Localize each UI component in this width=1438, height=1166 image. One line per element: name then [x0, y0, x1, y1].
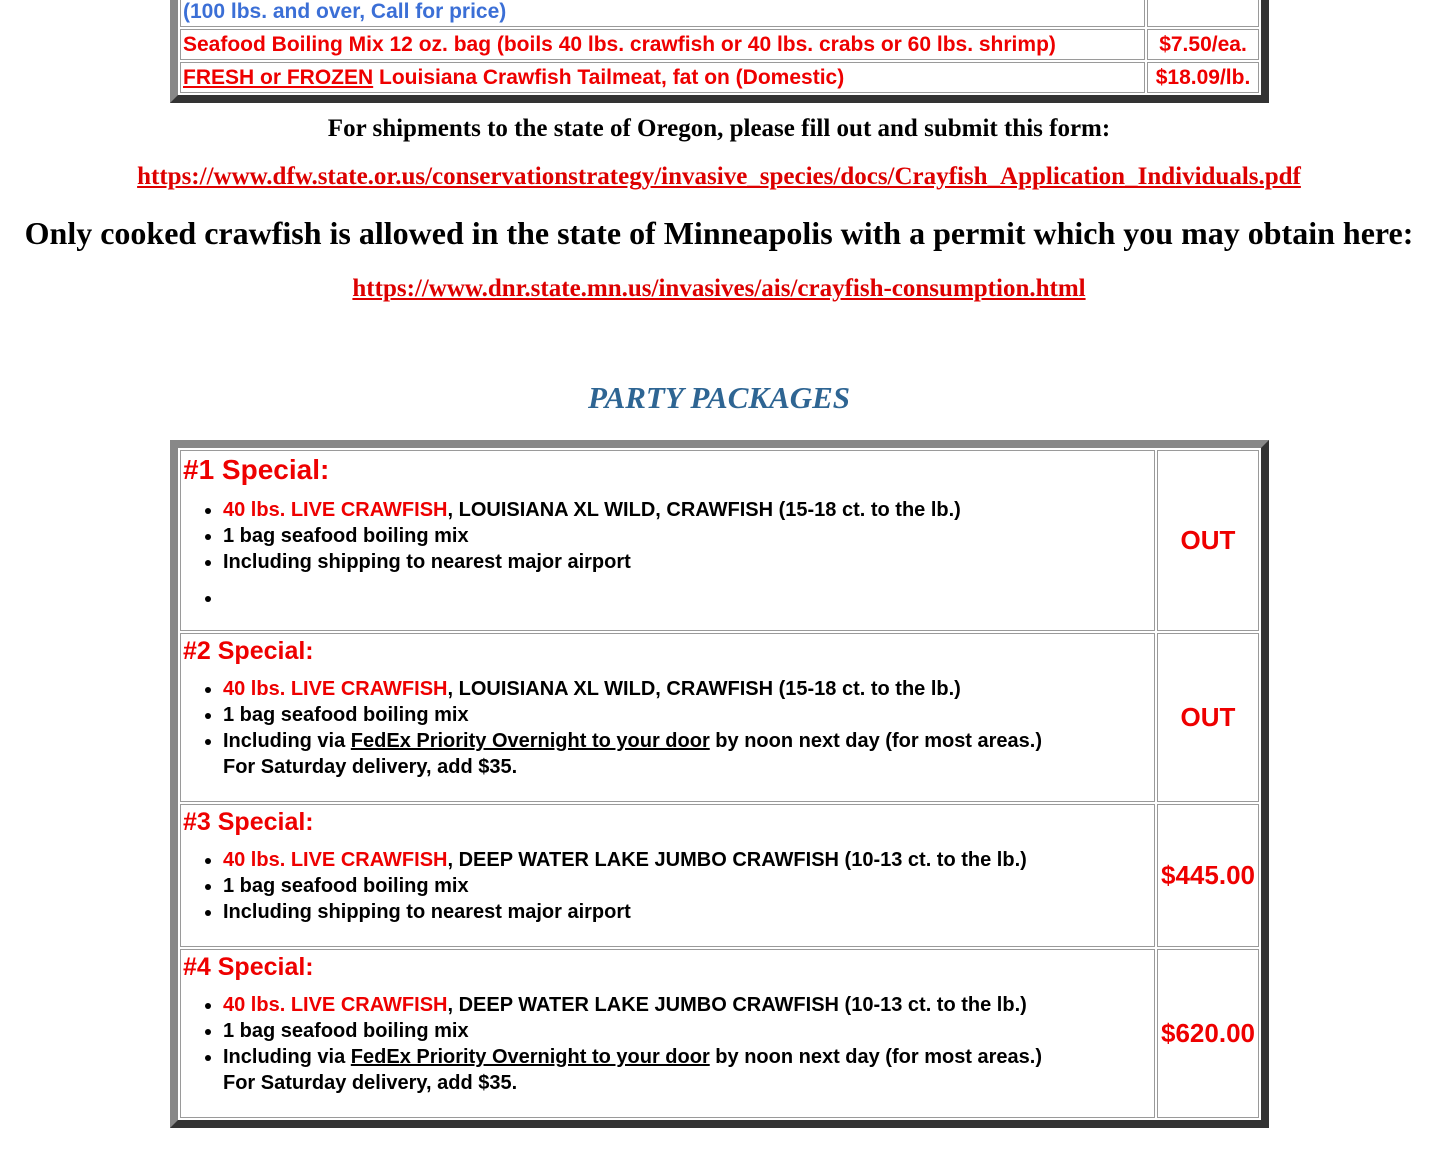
live-crawfish-label: 40 lbs. LIVE CRAWFISH: [223, 678, 448, 700]
list-item: [223, 992, 1063, 1018]
table-row: [180, 29, 1259, 60]
minnesota-permit-link-row: [0, 275, 1438, 303]
table-row: [180, 62, 1259, 93]
oregon-notice: For shipments to the state of Oregon, please fill out and submit this form:: [327, 115, 1111, 142]
crawfish-description: , DEEP WATER LAKE JUMBO CRAWFISH (10-13 ct. to the lb.): [447, 849, 1027, 871]
list-item: [223, 585, 1063, 611]
list-item: • 1 bag seafood boiling mix: [223, 702, 1063, 728]
list-item: • 1 bag seafood boiling mix: [223, 523, 1063, 549]
list-item: • Including shipping to nearest major airport: [223, 899, 1063, 925]
party-packages-title: PARTY PACKAGES: [587, 380, 851, 415]
live-crawfish-label: 40 lbs. LIVE CRAWFISH: [223, 994, 448, 1016]
special-price: $445.00: [1157, 804, 1259, 947]
table-row: [180, 450, 1259, 631]
special-details: [180, 949, 1155, 1118]
oregon-form-link-row: [0, 163, 1438, 191]
price-item-description: Seafood Boiling Mix 12 oz. bag (boils 40 lbs. crawfish or 40 lbs. crabs or 60 lbs. shrimp): [180, 29, 1145, 60]
list-item: • Including shipping to nearest major airport: [223, 549, 1063, 575]
special-items: [183, 497, 1152, 611]
list-item: [223, 728, 1063, 780]
special-price: OUT: [1157, 450, 1259, 631]
list-item: • 1 bag seafood boiling mix: [223, 1018, 1063, 1044]
shipping-suffix: by noon next day (for most areas.) For Saturday delivery, add $35.: [223, 730, 1043, 778]
special-title: #3 Special:: [183, 808, 314, 836]
minnesota-permit-link[interactable]: https://www.dnr.state.mn.us/invasives/ais/crayfish-consumption.html: [352, 275, 1086, 302]
special-price: $620.00: [1157, 949, 1259, 1118]
fresh-or-frozen-link[interactable]: FRESH or FROZEN: [183, 66, 374, 89]
crawfish-description: , DEEP WATER LAKE JUMBO CRAWFISH (10-13 ct. to the lb.): [447, 994, 1027, 1016]
fedex-link[interactable]: FedEx Priority Overnight to your door: [350, 1046, 710, 1068]
shipping-suffix: by noon next day (for most areas.) For Saturday delivery, add $35.: [223, 1046, 1043, 1094]
special-title: #1 Special:: [183, 454, 330, 485]
minnesota-notice: Only cooked crawfish is allowed in the state of Minneapolis with a permit which you may obtain here:: [24, 215, 1414, 251]
list-item: [223, 1044, 1063, 1096]
special-items: [183, 847, 1152, 925]
live-crawfish-label: 40 lbs. LIVE CRAWFISH: [223, 499, 448, 521]
price-table: [170, 0, 1269, 103]
special-items: [183, 992, 1152, 1096]
live-crawfish-label: 40 lbs. LIVE CRAWFISH: [223, 849, 448, 871]
list-item: [223, 676, 1063, 702]
shipping-prefix: Including via: [223, 730, 351, 752]
special-price: OUT: [1157, 633, 1259, 802]
party-packages-table: [170, 440, 1269, 1128]
special-details: [180, 633, 1155, 802]
price-item-value: $18.09/lb.: [1147, 62, 1259, 93]
table-row: [180, 949, 1259, 1118]
oregon-form-link[interactable]: https://www.dfw.state.or.us/conservationstrategy/invasive_species/docs/Crayfish_Application_Individuals.pdf: [137, 163, 1301, 190]
price-item-value: $7.50/ea.: [1147, 29, 1259, 60]
list-item: [223, 497, 1063, 523]
crawfish-description: , LOUISIANA XL WILD, CRAWFISH (15-18 ct. to the lb.): [447, 678, 961, 700]
special-details: [180, 804, 1155, 947]
shipping-prefix: Including via: [223, 1046, 351, 1068]
special-items: [183, 676, 1152, 780]
table-row: [180, 633, 1259, 802]
price-item-description-rest: Louisiana Crawfish Tailmeat, fat on (Domestic): [373, 66, 845, 89]
special-details: [180, 450, 1155, 631]
list-item: [223, 847, 1063, 873]
special-title: #4 Special:: [183, 953, 314, 981]
table-row: [180, 804, 1259, 947]
special-title: #2 Special:: [183, 637, 314, 665]
crawfish-description: , LOUISIANA XL WILD, CRAWFISH (15-18 ct. to the lb.): [447, 499, 961, 521]
price-item-value: [1147, 0, 1259, 27]
table-row: [180, 0, 1259, 27]
fedex-link[interactable]: FedEx Priority Overnight to your door: [350, 730, 710, 752]
price-item-description: (100 lbs. and over, Call for price): [180, 0, 1145, 27]
price-item-description: [180, 62, 1145, 93]
list-item: • 1 bag seafood boiling mix: [223, 873, 1063, 899]
